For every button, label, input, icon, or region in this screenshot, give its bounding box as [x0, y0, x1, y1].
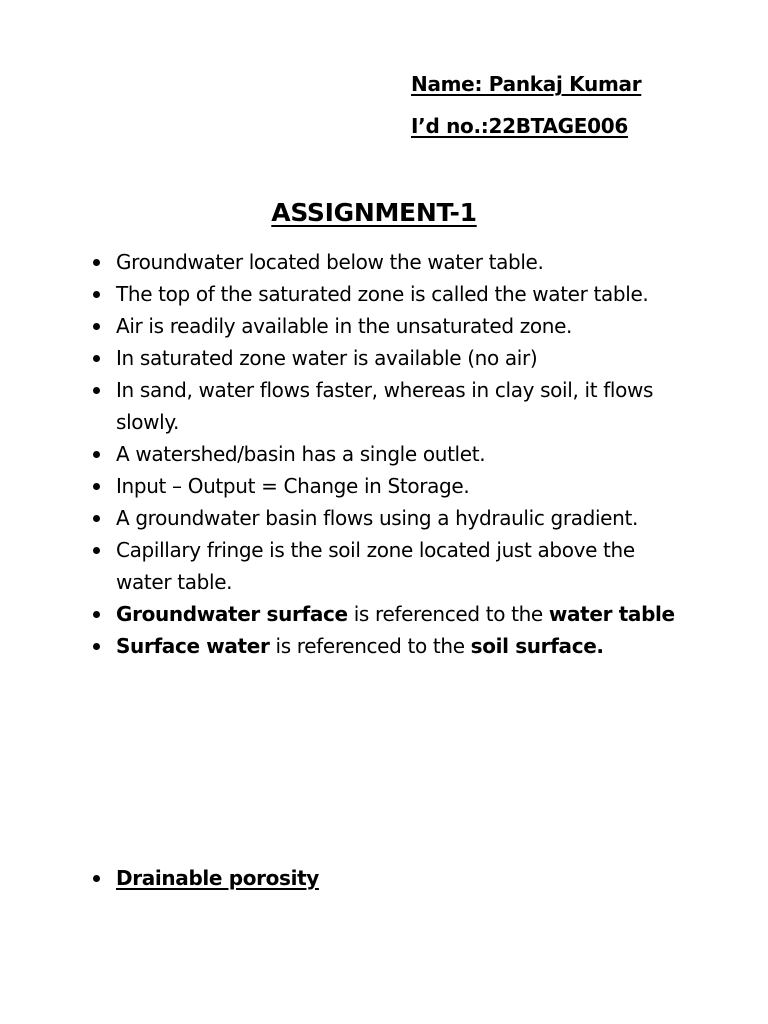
- list-item: [90, 374, 690, 438]
- bold-term: water table: [548, 602, 675, 626]
- list-item-text: A watershed/basin has a single outlet.: [116, 442, 486, 466]
- list-item: [90, 278, 690, 310]
- list-item: [90, 598, 690, 630]
- list-item-text: is referenced to the: [347, 602, 549, 626]
- list-item-text: In sand, water flows faster, whereas in clay soil, it flows slowly.: [116, 378, 654, 434]
- list-item-text: A groundwater basin flows using a hydraulic gradient.: [116, 506, 638, 530]
- section-heading: Drainable porosity: [116, 866, 319, 890]
- list-item-text: Groundwater located below the water table.: [116, 250, 544, 274]
- list-item: [90, 862, 690, 894]
- list-item-text: In saturated zone water is available (no air): [116, 346, 538, 370]
- list-item: [90, 502, 690, 534]
- list-item-text: Air is readily available in the unsaturated zone.: [116, 314, 573, 338]
- list-item: [90, 470, 690, 502]
- list-item-text: The top of the saturated zone is called the water table.: [116, 282, 649, 306]
- bold-term: Surface water: [116, 634, 270, 658]
- list-item: [90, 438, 690, 470]
- student-id: I’d no.:22BTAGE006: [411, 114, 628, 138]
- list-item-text: Input – Output = Change in Storage.: [116, 474, 470, 498]
- student-name: Name: Pankaj Kumar: [411, 72, 642, 96]
- list-item: [90, 310, 690, 342]
- bold-term: soil surface.: [470, 634, 604, 658]
- section-list: [90, 862, 690, 894]
- list-item: [90, 246, 690, 278]
- list-item-text: Capillary fringe is the soil zone located just above the water table.: [116, 538, 635, 594]
- list-item-text: is referenced to the: [269, 634, 471, 658]
- bullet-list: [90, 246, 690, 662]
- list-item: [90, 342, 690, 374]
- list-item: [90, 534, 690, 598]
- page-title: ASSIGNMENT-1: [271, 198, 477, 227]
- list-item: [90, 630, 690, 662]
- bold-term: Groundwater surface: [116, 602, 348, 626]
